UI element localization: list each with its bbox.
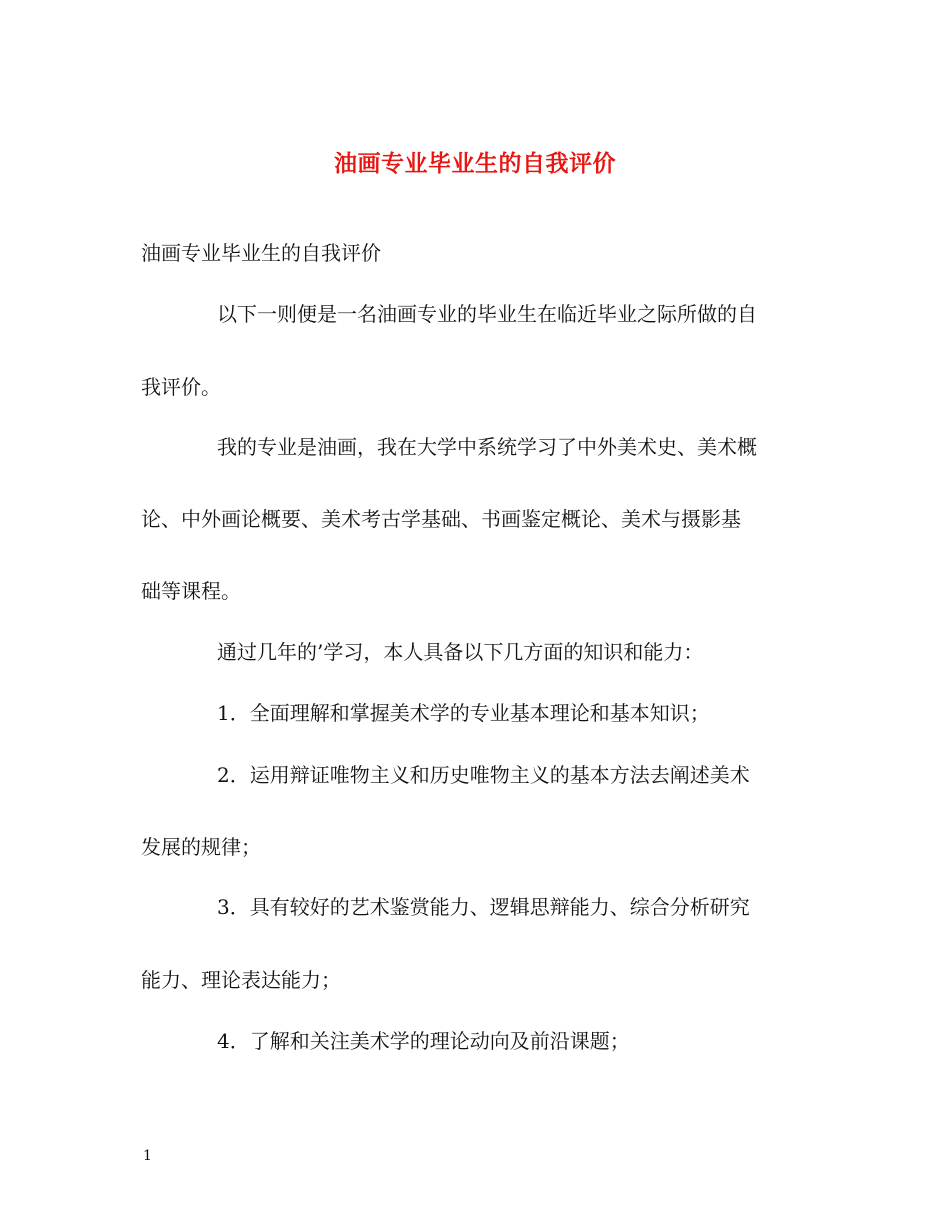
paragraph-intro-line2: 我评价。 (141, 375, 221, 399)
list-item-4: 4．了解和关注美术学的理论动向及前沿课题； (217, 1029, 630, 1053)
list-item-2-line2: 发展的规律； (141, 835, 261, 859)
paragraph-abilities-intro: 通过几年的’学习，本人具备以下几方面的知识和能力： (217, 640, 704, 664)
list-item-3-line2: 能力、理论表达能力； (141, 968, 341, 992)
list-item-2-line1: 2．运用辩证唯物主义和历史唯物主义的基本方法去阐述美术 (217, 763, 750, 787)
page-number: 1 (143, 1148, 152, 1164)
document-title: 油画专业毕业生的自我评价 (334, 150, 616, 177)
list-item-1: 1．全面理解和掌握美术学的专业基本理论和基本知识； (217, 701, 710, 725)
paragraph-major-line1: 我的专业是油画，我在大学中系统学习了中外美术史、美术概 (217, 435, 757, 459)
subtitle-line: 油画专业毕业生的自我评价 (141, 241, 381, 265)
list-item-3-line1: 3．具有较好的艺术鉴赏能力、逻辑思辩能力、综合分析研究 (217, 895, 750, 919)
paragraph-intro-line1: 以下一则便是一名油画专业的毕业生在临近毕业之际所做的自 (217, 302, 757, 326)
paragraph-major-line3: 础等课程。 (141, 579, 241, 603)
paragraph-major-line2: 论、中外画论概要、美术考古学基础、书画鉴定概论、美术与摄影基 (141, 507, 741, 531)
